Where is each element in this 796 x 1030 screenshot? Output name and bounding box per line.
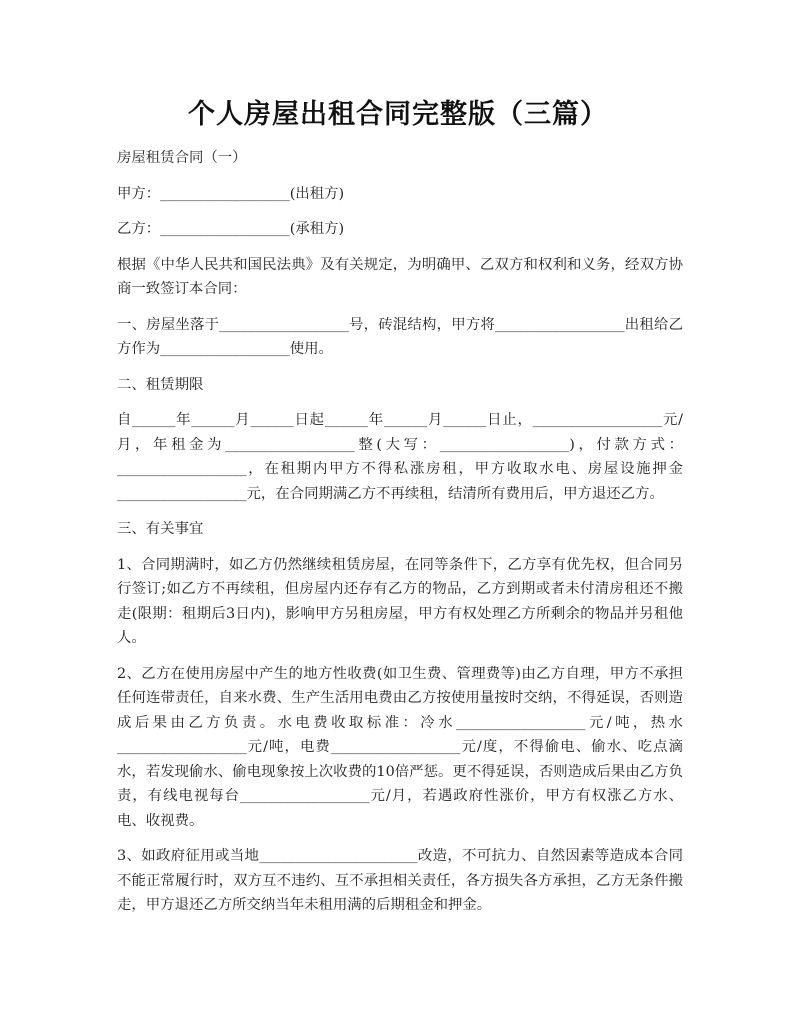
matter-item-1: 1、合同期满时，如乙方仍然继续租赁房屋，在同等条件下，乙方享有优先权，但合同另行签订;如乙方不再续租，但房屋内还存有乙方的物品，乙方到期或者未付清房租还不搬走(限期：租期后3日内)，影响甲方另租房屋，甲方有权处理乙方所剩余的物品并另租他人。 <box>117 556 683 646</box>
contract-heading: 房屋租赁合同（一） <box>117 150 247 166</box>
clause-term-rent: 自______年______月______日起______年______月______日止，__________________元/月，年租金为__________________整(大写：__________________)，付款方式：__________________，在租期内甲方不得私涨房租，甲方收取水电、房屋设施押金__________________元，在合同期满乙方不再续租，结清所有费用后，甲方退还乙方。 <box>117 412 683 502</box>
party-a-line: 甲方：__________________(出租方) <box>117 185 345 202</box>
matter-item-2: 2、乙方在使用房屋中产生的地方性收费(如卫生费、管理费等)由乙方自理，甲方不承担任何连带责任，自来水费、生产生活用电费由乙方按使用量按时交纳，不得延误，否则造成后果由乙方负责。水电费收取标准：冷水__________________元/吨，热水__________________元/吨，电费__________________元/度，不得偷电、偷水、吃点滴水，若发现偷水、偷电现象按上次收费的10倍严惩。更不得延误，否则造成后果由乙方负责，有线电视每台__________________元/月，若遇政府性涨价，甲方有权涨乙方水、电、收视费。 <box>117 665 683 829</box>
section-heading-term: 二、租赁期限 <box>117 376 204 393</box>
clause-1-location: 一、房屋坐落于__________________号，砖混结构，甲方将__________________出租给乙方作为__________________使用。 <box>117 316 683 357</box>
document-title: 个人房屋出租合同完整版（三篇） <box>188 99 608 130</box>
party-b-line: 乙方：__________________(承租方) <box>117 221 345 237</box>
matter-item-3: 3、如政府征用或当地______________________改造，不可抗力、自然因素等造成本合同不能正常履行时，双方互不违约、互不承担相关责任，各方损失各方承担，乙方无条件搬走，甲方退还乙方所交纳当年未租用满的后期租金和押金。 <box>117 848 683 913</box>
preamble-paragraph: 根据《中华人民共和国民法典》及有关规定，为明确甲、乙双方和权利和义务，经双方协商一致签订本合同： <box>117 256 683 297</box>
document-body <box>117 146 683 929</box>
section-heading-matters: 三、有关事宜 <box>117 521 204 537</box>
